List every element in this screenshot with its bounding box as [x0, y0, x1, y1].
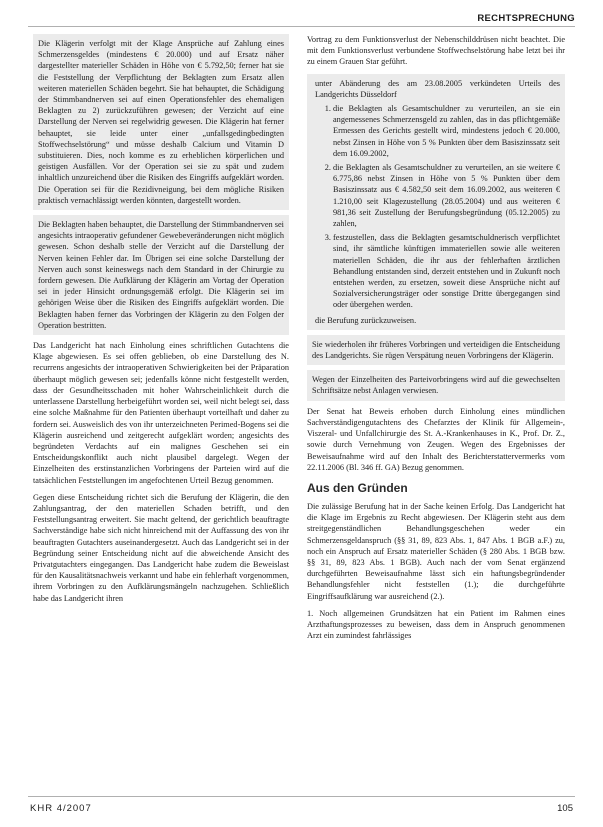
- footer-page-number: 105: [557, 803, 573, 814]
- shaded-box-requests: [307, 74, 565, 330]
- shaded-box-reference: [307, 370, 565, 400]
- paragraph-appeal: Gegen diese Entscheidung richtet sich die Berufung der Klägerin, die den Zahlungsantrag, der den materiellen Schaden betrifft, und den Feststellungsantrag erweitert. Sie macht geltend, der gerichtlich beauftragte Sachverständige habe sich nicht hinreichend mit der Auffassung des von ihr beauftragten Gutachters auseinandergesetzt. Auch das Landgericht sei in der Begründung seiner Entscheidung nicht auf die abweichende Ansicht des Privatgutachters eingegangen. Das Landgericht habe zudem die Beweislast für den Kausalitätsnachweis verkannt und habe ein fehlerhaft vorgenommen, ihrem Vorbringen zu den Aufklärungsmängeln nachzugehen. Schließlich habe das Landgericht ihren: [33, 492, 289, 603]
- paragraph-defendant-reply: Sie wiederholen ihr früheres Vorbringen und verteidigen die Entscheidung des Landgerichts. Sie rügen Verspätung neuen Vorbringens der Klägerin.: [312, 339, 560, 361]
- paragraph-reference: Wegen der Einzelheiten des Parteivorbringens wird auf die gewechselten Schriftsätze nebst Anlagen verwiesen.: [312, 375, 560, 396]
- paragraph-reasons-1: Die zulässige Berufung hat in der Sache keinen Erfolg. Das Landgericht hat die Klage im Ergebnis zu Recht abgewiesen. Der Klägerin steht aus dem streitgegenständlichen Behandlungsgeschehen weder ein Schmerzensgeldanspruch (§§ 31, 89, 823 Abs. 1, 847 Abs. 1 BGB a.F.) zu, noch ein Anspruch auf Ersatz materieller Schäden (§ 280 Abs. 1 BGB bzw. §§ 31, 89, 823 Abs. 1 BGB). Auch nach der vom Senat ergänzend durchgeführten Beweisaufnahme lässt sich ein haftungsbegründender Behandlungsfehler nicht feststellen (1.); die durchgeführte Eingriffsaufklärung war ausreichend (2.).: [307, 501, 565, 601]
- claim-item: 2. die Beklagten als Gesamtschuldner zu verurteilen, an sie weitere € 6.775,86 nebst Zinsen in Höhe von 5 % Punkten über dem Basiszinssatz aus € 4.582,50 seit dem 16.09.2002, aus weiteren € 1.210,00 seit Klagezustellung (28.05.2004) und aus weiteren € 981,36 seit Zustellung der Berufungsbegründung (05.12.2005) zu zahlen,: [333, 162, 560, 229]
- claim-item: 1. die Beklagten als Gesamtschuldner zu verurteilen, an sie ein angemessenes Schmerzensgeld zu zahlen, das in das pflichtgemäße Ermessen des Gerichts gestellt wird, mindestens jedoch € 20.000, nebst Zinsen in Höhe von 5 % Punkten über dem Basiszinssatz seit dem 16.09.2002,: [333, 103, 560, 159]
- left-text-column: [33, 34, 289, 786]
- paragraph-evidence: Der Senat hat Beweis erhoben durch Einholung eines mündlichen Sachverständigengutachtens des Chefarztes der Klinik für Allgemein-, Viszeral- und Unfallchirurgie des St. A.-Krankenhauses in K., Prof. Dr. Z., sowie durch Vernehmung von Zeugen. Wegen des Ergebnisses der Beweisaufnahme wird auf den Inhalt des Berichterstattervermerks vom 22.11.2006 (Bl. 346 ff. GA) Bezug genommen.: [307, 406, 565, 472]
- claims-intro: unter Abänderung des am 23.08.2005 verkündeten Urteils des Landgerichts Düsseldorf: [315, 78, 560, 99]
- paragraph-reasons-2: 1. Noch allgemeinen Grundsätzen hat ein Patient im Rahmen eines Arzthaftungsprozesses zu beweisen, dass dem in Anspruch genommenen Arzt ein zumindest fahrlässiges: [307, 608, 565, 641]
- paragraph-appeal-continued: Vortrag zu dem Funktionsverlust der Nebenschilddrüsen nicht beachtet. Die mit dem Funktionsverlust verbundene Stoffwechselstörung habe letzt bei ihr zu einem Grauen Star geführt.: [307, 35, 565, 67]
- paragraph-defendant-position: Die Beklagten haben behauptet, die Darstellung der Stimmbandnerven sei angesichts intraoperativ gefundener Gewebeveränderungen nicht möglich gewesen. Schon deshalb stelle der Verzicht auf die Darstellung der Nerven keinen Fehler dar. Im Übrigen sei eine solche Darstellung der Nerven auch sonst keineswegs nach dem Standard in der Chirurgie zu fordern gewesen. Die Aufklärung der Klägerin am Vortag der Operation sei in jeder Hinsicht ordnungsgemäß erfolgt. Die Klägerin sei im gehörigen Weise über die Risiken des Eingriffs aufgeklärt worden. Die Beklagten haben ferner das Vorbringen der Klägerin zu den Folgen der Operation bestritten.: [38, 220, 284, 330]
- claims-list: [315, 103, 560, 311]
- paragraph-plaintiff-claims: Die Klägerin verfolgt mit der Klage Ansprüche auf Zahlung eines Schmerzensgeldes (mindestens € 20.000) und auf Ersatz näher dargestellter materieller Schäden in Höhe von € 5.792,50; ferner hat sie die Feststellung der Verpflichtung der Beklagten zum Ersatz allen weiteren materiellen Schäden begehrt. Sie hat behauptet, die Schädigung der Stimmbandnerven sei auf einen Operationsfehler des ehemaligen Beklagten zu 2) zurückzuführen gewesen; der Verzicht auf eine Darstellung der Nerven sei regelwidrig gewesen. Die Klägerin hat ferner behauptet, sie leide unter einer „unfallsgedingbedingten Stoffwechselstörung“ und müsse deshalb Calcium und Vitamin D substituieren. Dies, noch komme es zu erheblichen körperlichen und geistigen Ausfällen. Vor der Operation sei sie zu spät und zudem inhaltlich unzureichend über die Risiken des Eingriffs aufgeklärt worden. Die Operation sei für die Rezidivneigung, bei dem mögliche Risiken praktisch vernachlässigt werden könnten, dargestellt worden.: [38, 39, 284, 205]
- footer-divider: [28, 796, 575, 797]
- claims-outro: die Berufung zurückzuweisen.: [315, 315, 417, 325]
- shaded-box-plaintiff-claims: [33, 34, 289, 210]
- paragraph-lower-court-decision: Das Landgericht hat nach Einholung eines schriftlichen Gutachtens die Klage abgewiesen. Es sei offen geblieben, ob eine Darstellung des N. recurrens angesichts der intraoperativen Schwierigkeiten bei der Präparation überhaupt möglich gewesen sei; jedenfalls könne nicht festgestellt werden, dass der Gesundheitsschaden mit hoher Wahrscheinlichkeit durch die unterlassene Darstellung herbeigeführt worden sei, weil nicht belegt sei, dass eine solche Maßnahme für den Patienten überhaupt vorteilhaft und daher zu fordern sei. Ausweislich des von ihr unterzeichneten Perimed-Bogens sei die Klägerin ausreichend und zeitgerecht aufgeklärt worden; angesichts des begründeten Verdachts auf ein malignes Geschehen sei ein Entscheidungskonflikt auch nicht plausibel dargelegt. Wegen der Einzelheiten des erstinstanzlichen Vorbringens der Parteien wird auf die tatsächlichen Feststellungen im angefochtenen Urteil Bezug genommen.: [33, 341, 289, 485]
- shaded-box-defendant-position: [33, 215, 289, 335]
- section-heading-reasons: Aus den Gründen: [307, 480, 408, 495]
- right-text-column: [307, 34, 565, 786]
- footer-journal-issue: KHR 4/2007: [30, 803, 92, 814]
- shaded-box-defendant-reply: [307, 335, 565, 365]
- header-divider: [28, 26, 575, 27]
- section-header-label: RECHTSPRECHUNG: [477, 13, 575, 24]
- claim-item: 3. festzustellen, dass die Beklagten gesamtschuldnerisch verpflichtet sind, ihr sämtliche künftigen immateriellen sowie alle weiteren materiellen Schäden, die ihr aus der fehlerhaften ärztlichen Behandlung entstanden sind, derzeit entstehen und in Zukunft noch entstehen werden, zu ersetzen, soweit diese Ansprüche nicht auf Sozialversicherungsträger oder sonstige Dritte übergegangen sind oder übergehen werden.: [333, 232, 560, 310]
